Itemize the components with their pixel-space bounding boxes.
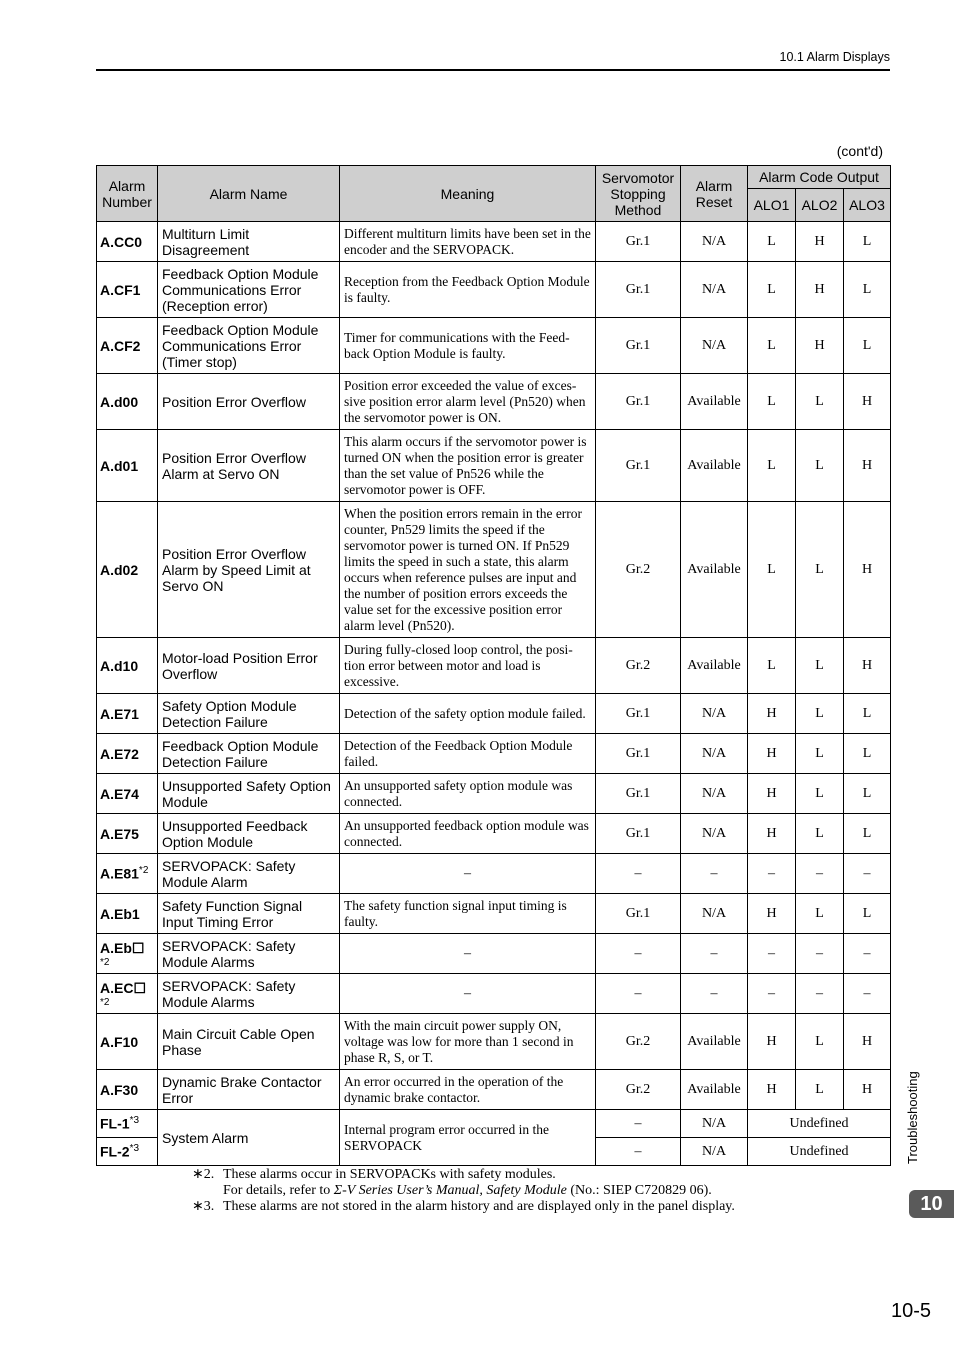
alo2-value: L xyxy=(796,638,844,694)
alo1-value: L xyxy=(748,502,796,638)
alo1-value: L xyxy=(748,430,796,502)
alo1-value: L xyxy=(748,222,796,262)
alarm-number: A.E75 xyxy=(97,814,158,854)
table-row xyxy=(97,638,891,694)
stopping-method: Gr.1 xyxy=(596,374,681,430)
table-row xyxy=(97,222,891,262)
alarm-number: A.CC0 xyxy=(97,222,158,262)
alo1-value: – xyxy=(748,934,796,974)
alarm-reset: Available xyxy=(681,638,748,694)
alarm-name: Safety Function Signal Input Timing Error xyxy=(158,894,340,934)
alo3-value: L xyxy=(844,318,891,374)
alarm-name: Unsupported Safety Option Module xyxy=(158,774,340,814)
alarm-number-cell xyxy=(97,1138,158,1166)
alarm-name: SERVOPACK: Safety Module Alarms xyxy=(158,934,340,974)
alo3-value: H xyxy=(844,1070,891,1110)
footnote-ref-suffix: (No.: SIEP C720829 06). xyxy=(566,1183,712,1198)
alarm-number: A.d01 xyxy=(97,430,158,502)
alarm-meaning: Position error exceeded the value of exces-sive position error alarm level (Pn520) when the servomotor power is ON. xyxy=(340,374,596,430)
alo3-value: L xyxy=(844,222,891,262)
alo2-value: L xyxy=(796,374,844,430)
alarm-reset: N/A xyxy=(681,1138,748,1166)
alo2-value: H xyxy=(796,222,844,262)
stopping-method: Gr.2 xyxy=(596,1070,681,1110)
footnote-ref: *2 xyxy=(100,956,110,968)
alo3-value: – xyxy=(844,854,891,894)
alo2-value: L xyxy=(796,894,844,934)
stopping-method: Gr.1 xyxy=(596,814,681,854)
alo3-value: L xyxy=(844,262,891,318)
alarm-reset: Available xyxy=(681,1014,748,1070)
alarm-number: A.E81 xyxy=(100,865,139,882)
alarm-name: Position Error Overflow Alarm at Servo ON xyxy=(158,430,340,502)
alo1-value: H xyxy=(748,694,796,734)
stopping-method: Gr.1 xyxy=(596,694,681,734)
alo3-value: – xyxy=(844,974,891,1014)
alarm-meaning: During fully-closed loop control, the posi-tion error between motor and load is excessive. xyxy=(340,638,596,694)
alo3-value: L xyxy=(844,734,891,774)
alo1-value: L xyxy=(748,638,796,694)
table-row xyxy=(97,734,891,774)
alarm-meaning: – xyxy=(340,934,596,974)
alo2-value: L xyxy=(796,734,844,774)
alarm-meaning: An unsupported feedback option module was connected. xyxy=(340,814,596,854)
table-row xyxy=(97,262,891,318)
alo2-value: L xyxy=(796,694,844,734)
alarm-name: Main Circuit Cable Open Phase xyxy=(158,1014,340,1070)
alarm-reset: N/A xyxy=(681,734,748,774)
alarm-reset: Available xyxy=(681,502,748,638)
alarm-meaning: Internal program error occurred in the SERVOPACK xyxy=(340,1110,596,1166)
header-alo1: ALO1 xyxy=(748,189,796,222)
continued-label: (cont'd) xyxy=(836,143,883,159)
alo3-value: H xyxy=(844,374,891,430)
alarm-reset: Available xyxy=(681,1070,748,1110)
alarm-number: A.d10 xyxy=(97,638,158,694)
alarm-name: Multiturn Limit Disagreement xyxy=(158,222,340,262)
alarm-reset: N/A xyxy=(681,894,748,934)
alo2-value: – xyxy=(796,934,844,974)
alarm-meaning: Detection of the safety option module failed. xyxy=(340,694,596,734)
manual-title: Σ-V Series User’s Manual, Safety Module xyxy=(333,1183,567,1198)
alo3-value: H xyxy=(844,430,891,502)
alo1-value: H xyxy=(748,814,796,854)
stopping-method: – xyxy=(596,934,681,974)
alo2-value: L xyxy=(796,502,844,638)
alarm-code-output-value: Undefined xyxy=(748,1110,891,1138)
alarm-meaning: – xyxy=(340,974,596,1014)
alo3-value: L xyxy=(844,774,891,814)
alarm-reset: N/A xyxy=(681,694,748,734)
header-alarm-name: Alarm Name xyxy=(158,166,340,222)
alarm-name: System Alarm xyxy=(158,1110,340,1166)
alarm-name: Dynamic Brake Contactor Error xyxy=(158,1070,340,1110)
alarm-name: Position Error Overflow xyxy=(158,374,340,430)
alarm-reset: N/A xyxy=(681,222,748,262)
alo1-value: H xyxy=(748,734,796,774)
alo1-value: H xyxy=(748,894,796,934)
alarm-reset: N/A xyxy=(681,814,748,854)
table-row xyxy=(97,854,891,894)
alarm-number: A.E71 xyxy=(97,694,158,734)
stopping-method: Gr.1 xyxy=(596,894,681,934)
footnote-ref: *2 xyxy=(100,996,110,1008)
alarm-number: A.d02 xyxy=(97,502,158,638)
alarm-name: SERVOPACK: Safety Module Alarm xyxy=(158,854,340,894)
footnote-ref: *3 xyxy=(129,1143,140,1155)
table-row xyxy=(97,318,891,374)
alarm-name: Feedback Option Module Communications Error (Timer stop) xyxy=(158,318,340,374)
alarm-meaning: With the main circuit power supply ON, voltage was low for more than 1 second in phase R, S, or T. xyxy=(340,1014,596,1070)
table-row xyxy=(97,430,891,502)
table-row xyxy=(97,1014,891,1070)
alarm-reset: Available xyxy=(681,374,748,430)
alarm-reset: – xyxy=(681,854,748,894)
table-row xyxy=(97,694,891,734)
header-stopping-method: Servomotor Stopping Method xyxy=(596,166,681,222)
alo2-value: L xyxy=(796,1070,844,1110)
alo1-value: L xyxy=(748,262,796,318)
alarm-reset: N/A xyxy=(681,318,748,374)
alarm-name: Feedback Option Module Detection Failure xyxy=(158,734,340,774)
alarm-number-cell xyxy=(97,974,158,1014)
alarm-name: Unsupported Feedback Option Module xyxy=(158,814,340,854)
alarm-number: A.F30 xyxy=(97,1070,158,1110)
alo2-value: L xyxy=(796,430,844,502)
header-alo3: ALO3 xyxy=(844,189,891,222)
alarm-meaning: Timer for communications with the Feed-back Option Module is faulty. xyxy=(340,318,596,374)
alarm-meaning: Different multiturn limits have been set in the encoder and the SERVOPACK. xyxy=(340,222,596,262)
alarm-number: A.F10 xyxy=(97,1014,158,1070)
stopping-method: Gr.1 xyxy=(596,430,681,502)
alarm-number-cell xyxy=(97,854,158,894)
alo1-value: H xyxy=(748,774,796,814)
table-row xyxy=(97,894,891,934)
alarm-meaning: This alarm occurs if the servomotor power is turned ON when the position error is greater than the set value of Pn526 while the servomotor power is OFF. xyxy=(340,430,596,502)
alarm-number-cell xyxy=(97,934,158,974)
footnote-text: These alarms occur in SERVOPACKs with safety modules. xyxy=(223,1167,556,1182)
stopping-method: Gr.2 xyxy=(596,638,681,694)
footnote-ref: *3 xyxy=(129,1115,140,1127)
table-row xyxy=(97,1110,891,1138)
stopping-method: Gr.1 xyxy=(596,318,681,374)
alo2-value: H xyxy=(796,318,844,374)
alarm-meaning: Reception from the Feedback Option Module is faulty. xyxy=(340,262,596,318)
alarm-number: A.EC☐ xyxy=(100,979,146,996)
stopping-method: Gr.2 xyxy=(596,1014,681,1070)
header-alarm-code-output: Alarm Code Output xyxy=(748,166,891,189)
alo3-value: H xyxy=(844,1014,891,1070)
alarm-number: FL-1 xyxy=(100,1115,130,1132)
footnote-text: These alarms are not stored in the alarm history and are displayed only in the panel display. xyxy=(223,1199,735,1214)
alarm-reset: Available xyxy=(681,430,748,502)
footnote-ref: *2 xyxy=(138,865,149,877)
alarm-meaning: Detection of the Feedback Option Module failed. xyxy=(340,734,596,774)
alarm-meaning: The safety function signal input timing is faulty. xyxy=(340,894,596,934)
alo2-value: H xyxy=(796,262,844,318)
alo3-value: L xyxy=(844,814,891,854)
alarm-meaning: An unsupported safety option module was connected. xyxy=(340,774,596,814)
alarm-number-cell xyxy=(97,1110,158,1138)
header-rule xyxy=(96,69,890,71)
alarm-number: FL-2 xyxy=(100,1143,130,1160)
alarm-number: A.CF2 xyxy=(97,318,158,374)
alo2-value: L xyxy=(796,1014,844,1070)
stopping-method: Gr.1 xyxy=(596,222,681,262)
footnote-2-reference xyxy=(192,1183,735,1199)
stopping-method: Gr.2 xyxy=(596,502,681,638)
alo1-value: L xyxy=(748,374,796,430)
alo2-value: L xyxy=(796,814,844,854)
table-row xyxy=(97,814,891,854)
header-meaning: Meaning xyxy=(340,166,596,222)
stopping-method: Gr.1 xyxy=(596,734,681,774)
stopping-method: – xyxy=(596,974,681,1014)
alarm-reset: N/A xyxy=(681,262,748,318)
alarm-number: A.Eb1 xyxy=(97,894,158,934)
table-row xyxy=(97,774,891,814)
table-row xyxy=(97,1070,891,1110)
alo2-value: – xyxy=(796,854,844,894)
alo3-value: L xyxy=(844,694,891,734)
alarm-table xyxy=(96,165,891,1166)
chapter-tab: 10 xyxy=(909,1190,954,1218)
alo1-value: – xyxy=(748,854,796,894)
alo1-value: – xyxy=(748,974,796,1014)
footnotes xyxy=(192,1167,735,1215)
alarm-number: A.Eb☐ xyxy=(100,939,145,956)
alo2-value: – xyxy=(796,974,844,1014)
footnote-ref-prefix: For details, refer to xyxy=(223,1183,334,1198)
footnote-mark: ∗2. xyxy=(192,1167,215,1182)
page-number: 10-5 xyxy=(890,1300,931,1322)
alarm-reset: – xyxy=(681,934,748,974)
header-alo2: ALO2 xyxy=(796,189,844,222)
alo3-value: H xyxy=(844,638,891,694)
alarm-number: A.E72 xyxy=(97,734,158,774)
alo3-value: – xyxy=(844,934,891,974)
alarm-meaning: – xyxy=(340,854,596,894)
table-row xyxy=(97,502,891,638)
alarm-name: SERVOPACK: Safety Module Alarms xyxy=(158,974,340,1014)
footnote-mark: ∗3. xyxy=(192,1199,215,1214)
alarm-number: A.E74 xyxy=(97,774,158,814)
alarm-meaning: An error occurred in the operation of the dynamic brake contactor. xyxy=(340,1070,596,1110)
chapter-side-label: Troubleshooting xyxy=(905,1071,920,1164)
alarm-reset: N/A xyxy=(681,1110,748,1138)
alarm-meaning: When the position errors remain in the error counter, Pn529 limits the speed if the servomotor power is turned ON. If Pn529 limits the speed in such a state, this alarm occurs when reference pulses are input and the number of position errors exceeds the value set for the excessive position error alarm level (Pn520). xyxy=(340,502,596,638)
alarm-name: Motor-load Position Error Overflow xyxy=(158,638,340,694)
alarm-number: A.d00 xyxy=(97,374,158,430)
alarm-name: Position Error Overflow Alarm by Speed Limit at Servo ON xyxy=(158,502,340,638)
alarm-name: Feedback Option Module Communications Error (Reception error) xyxy=(158,262,340,318)
header-alarm-number: Alarm Number xyxy=(97,166,158,222)
alarm-name: Safety Option Module Detection Failure xyxy=(158,694,340,734)
alo1-value: H xyxy=(748,1014,796,1070)
table-row xyxy=(97,374,891,430)
alarm-number: A.CF1 xyxy=(97,262,158,318)
stopping-method: – xyxy=(596,854,681,894)
alo2-value: L xyxy=(796,774,844,814)
header-alarm-reset: Alarm Reset xyxy=(681,166,748,222)
table-row xyxy=(97,974,891,1014)
alo1-value: L xyxy=(748,318,796,374)
alo3-value: H xyxy=(844,502,891,638)
running-header: 10.1 Alarm Displays xyxy=(779,50,890,64)
alarm-reset: N/A xyxy=(681,774,748,814)
stopping-method: Gr.1 xyxy=(596,774,681,814)
footnote-2 xyxy=(192,1167,735,1183)
stopping-method: Gr.1 xyxy=(596,262,681,318)
alarm-reset: – xyxy=(681,974,748,1014)
alo3-value: L xyxy=(844,894,891,934)
footnote-3 xyxy=(192,1199,735,1215)
stopping-method: – xyxy=(596,1110,681,1138)
alarm-code-output-value: Undefined xyxy=(748,1138,891,1166)
stopping-method: – xyxy=(596,1138,681,1166)
table-row xyxy=(97,934,891,974)
alo1-value: H xyxy=(748,1070,796,1110)
